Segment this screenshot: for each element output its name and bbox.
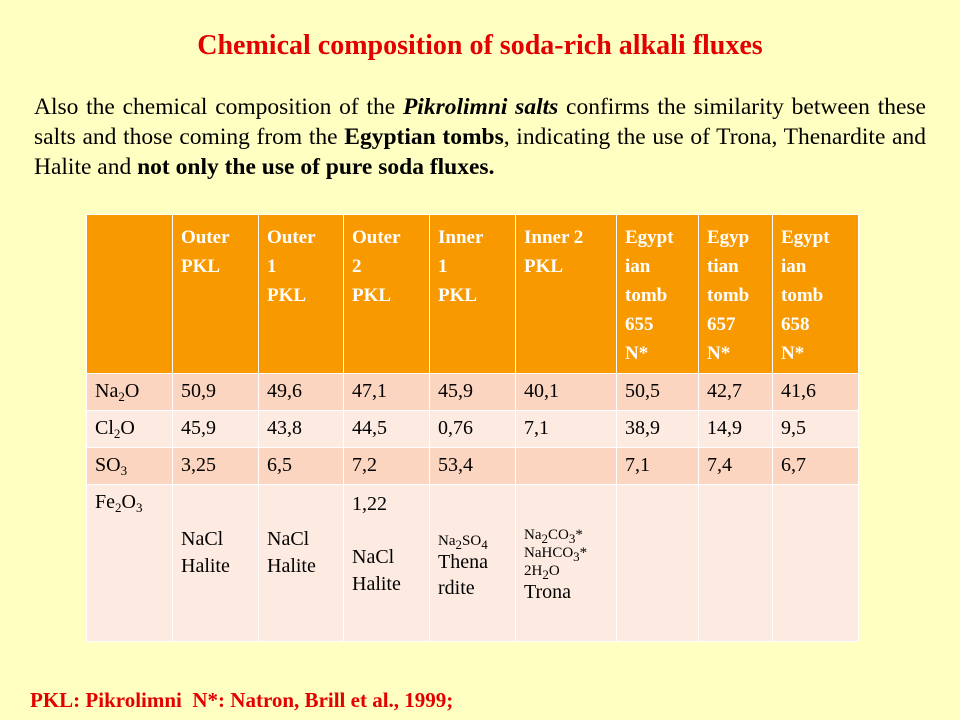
header-cell: [617, 215, 699, 374]
formula-na2co3: $Na_2CO_3*$: [524, 527, 583, 546]
header-line: Egypt: [781, 227, 830, 248]
row-label: $Na_2O$: [87, 374, 173, 411]
header-line: Outer: [181, 227, 230, 248]
table-cell: 38,9: [617, 411, 699, 448]
cell-fe2o3-outer2-pkl: 1,22 NaCl Halite: [344, 485, 430, 642]
intro-paragraph: [34, 92, 926, 182]
header-cell: [773, 215, 859, 374]
intro-emphasis-not-only: not only the use of pure soda fluxes.: [137, 154, 495, 180]
table-cell: 14,9: [699, 411, 773, 448]
header-line: PKL: [524, 256, 564, 277]
header-line: 2: [352, 256, 362, 277]
cell-fe2o3-outer1-pkl: NaCl Halite: [259, 485, 344, 642]
header-cell: [259, 215, 344, 374]
table-cell: 42,7: [699, 374, 773, 411]
intro-text-2: confirms the similarity between these salts and those coming from the: [34, 94, 926, 150]
intro-text-1: Also the chemical composition of the: [34, 94, 403, 120]
footer-note: PKL: Pikrolimni N*: Natron, Brill et al., 1999;: [30, 688, 454, 712]
intro-emphasis-egyptian-tombs: Egyptian tombs: [344, 124, 504, 150]
header-line: N*: [625, 343, 649, 364]
header-line: Egyp: [707, 227, 750, 248]
table-cell: 40,1: [516, 374, 617, 411]
table-cell: 43,8: [259, 411, 344, 448]
formula-2h2o: $2H_2O$: [524, 563, 560, 582]
table-cell: 44,5: [344, 411, 430, 448]
header-cell: [344, 215, 430, 374]
header-line: ian: [781, 256, 807, 277]
header-cell: [516, 215, 617, 374]
table-cell: 9,5: [773, 411, 859, 448]
header-line: 655: [625, 314, 654, 335]
row-label-fe2o3: $Fe_2O_3$: [87, 485, 173, 642]
intro-text-3: , indicating the use of Trona, Thenardite and Halite and: [34, 124, 926, 180]
header-line: tomb: [707, 285, 750, 306]
header-line: 1: [438, 256, 448, 277]
header-empty-cell: [87, 215, 173, 374]
row-label: $Cl_2O$: [87, 411, 173, 448]
header-line: Outer: [267, 227, 316, 248]
table-row-fe2o3: [87, 485, 859, 642]
table-cell: 7,1: [516, 411, 617, 448]
header-line: tomb: [625, 285, 668, 306]
header-cell: [699, 215, 773, 374]
header-line: ian: [625, 256, 651, 277]
cell-fe2o3-inner1-pkl: $Na_2SO_4$ Thena rdite: [430, 485, 516, 642]
formula-na2so4: $Na_2SO_4$: [438, 533, 488, 552]
header-cell: [173, 215, 259, 374]
table-row: [87, 411, 859, 448]
table-cell: 45,9: [173, 411, 259, 448]
table-cell: 6,7: [773, 448, 859, 485]
header-cell: [430, 215, 516, 374]
table-cell: 50,5: [617, 374, 699, 411]
table-cell: 41,6: [773, 374, 859, 411]
header-line: tomb: [781, 285, 824, 306]
table-cell: 0,76: [430, 411, 516, 448]
composition-table: [86, 214, 859, 642]
header-line: 657: [707, 314, 736, 335]
table-cell: [516, 448, 617, 485]
header-line: Inner: [438, 227, 484, 248]
table-cell: 7,2: [344, 448, 430, 485]
table-row: [87, 448, 859, 485]
intro-emphasis-pikrolimni: Pikrolimni salts: [402, 94, 559, 120]
cell-fe2o3-egyptian-658: [773, 485, 859, 642]
cell-fe2o3-outer-pkl: NaCl Halite: [173, 485, 259, 642]
slide-title: Chemical composition of soda-rich alkali fluxes: [197, 30, 763, 61]
formula-nahco3: NaHCO$_3$*: [524, 545, 588, 564]
header-line: 1: [267, 256, 277, 277]
header-line: PKL: [181, 256, 221, 277]
table-row: [87, 374, 859, 411]
header-line: tian: [707, 256, 739, 277]
cell-fe2o3-egyptian-655: [617, 485, 699, 642]
row-label: $SO_3$: [87, 448, 173, 485]
header-line: Outer: [352, 227, 401, 248]
table-cell: 7,1: [617, 448, 699, 485]
header-line: Egypt: [625, 227, 674, 248]
header-line: Inner 2: [524, 227, 584, 248]
table-cell: 50,9: [173, 374, 259, 411]
header-line: PKL: [267, 285, 307, 306]
header-line: 658: [781, 314, 810, 335]
table-cell: 53,4: [430, 448, 516, 485]
table-cell: 6,5: [259, 448, 344, 485]
table-cell: 47,1: [344, 374, 430, 411]
header-line: N*: [781, 343, 805, 364]
cell-fe2o3-inner2-pkl: $Na_2CO_3*$ NaHCO$_3$* $2H_2O$ Trona: [516, 485, 617, 642]
cell-fe2o3-egyptian-657: [699, 485, 773, 642]
table-cell: 3,25: [173, 448, 259, 485]
table-cell: 7,4: [699, 448, 773, 485]
table-cell: 49,6: [259, 374, 344, 411]
table-cell: 45,9: [430, 374, 516, 411]
header-line: N*: [707, 343, 731, 364]
table-header-row: [87, 215, 859, 374]
header-line: PKL: [438, 285, 478, 306]
header-line: PKL: [352, 285, 392, 306]
